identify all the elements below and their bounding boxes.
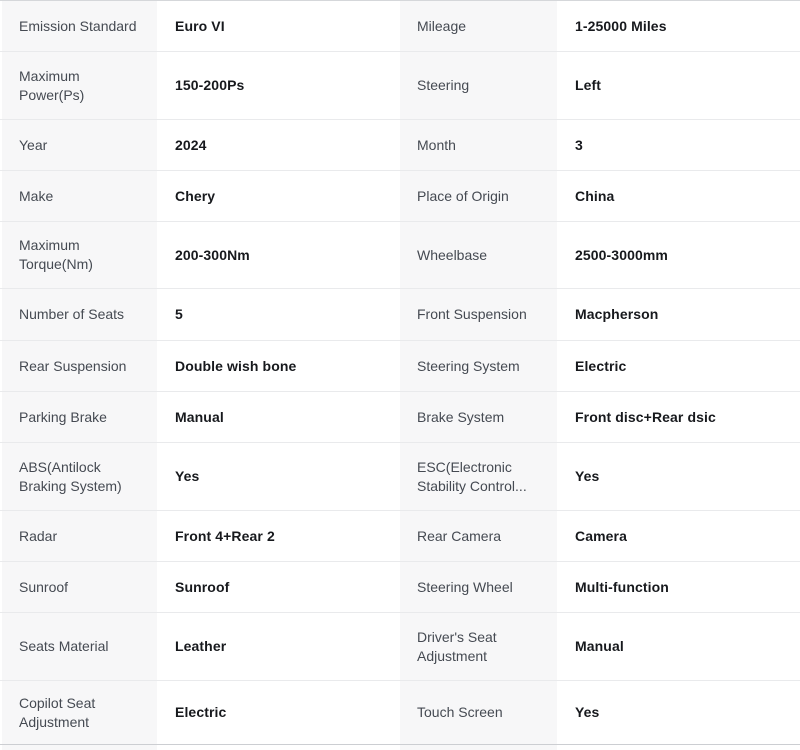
spec-label: Steering System	[400, 341, 557, 391]
spec-label	[0, 745, 157, 750]
spec-value: Electric	[157, 681, 400, 744]
spec-label: Number of Seats	[0, 289, 157, 340]
spec-row	[0, 613, 800, 681]
spec-label	[400, 745, 557, 750]
spec-row	[0, 222, 800, 289]
spec-label: Copilot Seat Adjustment	[0, 681, 157, 744]
spec-row	[0, 289, 800, 341]
spec-row	[0, 681, 800, 745]
spec-label: Maximum Power(Ps)	[0, 52, 157, 119]
spec-label: Rear Suspension	[0, 341, 157, 391]
spec-value: Sunroof	[157, 562, 400, 612]
spec-value: 5	[157, 289, 400, 340]
spec-value: 2500-3000mm	[557, 222, 800, 288]
spec-value: Yes	[557, 681, 800, 744]
spec-label: Parking Brake	[0, 392, 157, 442]
spec-row	[0, 341, 800, 392]
spec-value: Yes	[557, 443, 800, 510]
spec-value: China	[557, 171, 800, 221]
spec-value: Double wish bone	[157, 341, 400, 391]
spec-table	[0, 1, 800, 750]
spec-label: Mileage	[400, 1, 557, 51]
spec-label: ESC(Electronic Stability Control...	[400, 443, 557, 510]
spec-row-partial	[0, 745, 800, 750]
spec-value: Manual	[557, 613, 800, 680]
spec-row	[0, 443, 800, 511]
spec-label: Seats Material	[0, 613, 157, 680]
spec-label: ABS(Antilock Braking System)	[0, 443, 157, 510]
spec-row	[0, 511, 800, 562]
spec-value: Front disc+Rear dsic	[557, 392, 800, 442]
spec-value: 1-25000 Miles	[557, 1, 800, 51]
spec-value: Camera	[557, 511, 800, 561]
spec-row	[0, 562, 800, 613]
spec-label: Steering	[400, 52, 557, 119]
spec-label: Radar	[0, 511, 157, 561]
spec-value: 200-300Nm	[157, 222, 400, 288]
spec-value: Euro VI	[157, 1, 400, 51]
spec-value: Leather	[157, 613, 400, 680]
spec-label: Place of Origin	[400, 171, 557, 221]
spec-label: Month	[400, 120, 557, 170]
spec-label: Make	[0, 171, 157, 221]
spec-row	[0, 1, 800, 52]
spec-value: Electric	[557, 341, 800, 391]
spec-label: Front Suspension	[400, 289, 557, 340]
spec-value: Yes	[157, 443, 400, 510]
spec-label: Sunroof	[0, 562, 157, 612]
spec-value: Multi-function	[557, 562, 800, 612]
spec-value: Front 4+Rear 2	[157, 511, 400, 561]
spec-value: 3	[557, 120, 800, 170]
spec-row	[0, 120, 800, 171]
spec-value: 2024	[157, 120, 400, 170]
spec-label: Touch Screen	[400, 681, 557, 744]
spec-value: Macpherson	[557, 289, 800, 340]
spec-value: 150-200Ps	[157, 52, 400, 119]
spec-label: Emission Standard	[0, 1, 157, 51]
spec-label: Year	[0, 120, 157, 170]
spec-value	[157, 745, 400, 750]
spec-label: Wheelbase	[400, 222, 557, 288]
spec-label: Driver's Seat Adjustment	[400, 613, 557, 680]
spec-label: Rear Camera	[400, 511, 557, 561]
spec-row	[0, 52, 800, 120]
spec-value	[557, 745, 800, 750]
spec-value: Chery	[157, 171, 400, 221]
spec-row	[0, 171, 800, 222]
spec-label: Brake System	[400, 392, 557, 442]
spec-value: Manual	[157, 392, 400, 442]
spec-row	[0, 392, 800, 443]
spec-label: Maximum Torque(Nm)	[0, 222, 157, 288]
spec-label: Steering Wheel	[400, 562, 557, 612]
spec-value: Left	[557, 52, 800, 119]
